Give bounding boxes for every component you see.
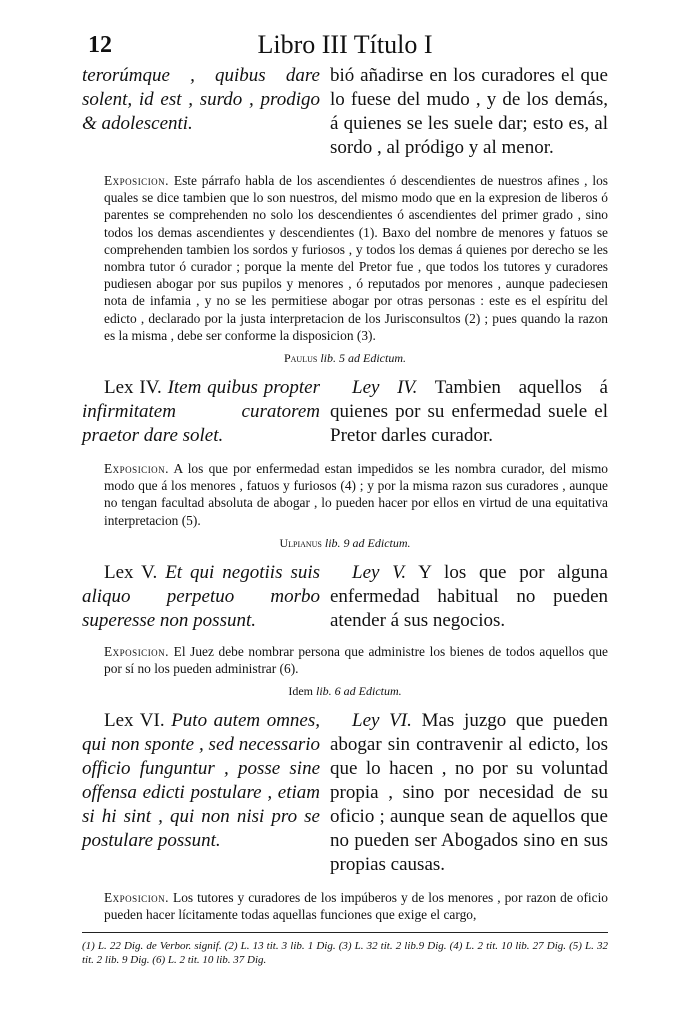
spanish-law-text: Tambien aquellos á quienes por su enfermedad suele el Pretor darles curador.: [330, 377, 608, 447]
latin-law-text: Et qui negotiis suis aliquo perpetuo morbo superesse non possunt.: [82, 561, 321, 631]
page-number: 12: [88, 32, 112, 58]
latin-text: terorúmque , quibus dare solent, id est , surdo , prodigo & adolescenti.: [82, 65, 320, 134]
running-title: Libro III Título I: [257, 30, 433, 59]
latin-law-label: Lex V.: [104, 561, 158, 583]
exposicion-label: Exposicion.: [104, 461, 170, 477]
exposicion-text: El Juez debe nombrar persona que administre los bienes de todos aquellos que por sí no los pueden administrar (6).: [104, 643, 608, 677]
source-author: Paulus: [283, 351, 318, 366]
latin-law-label: Lex VI.: [104, 710, 165, 732]
exposicion-paragraph: [82, 889, 608, 923]
exposicion-text: Los tutores y curadores de los impúberos y de los menores , por razon de oficio pueden hacer lícitamente todas aquellas funciones que exige el cargo,: [104, 890, 608, 923]
spanish-law-label: Ley V.: [352, 561, 407, 583]
exposicion-text: Este párrafo habla de los ascendientes ó descendientes de nuestros afines , los quales se dice tambien que lo son nuestros, del mismo modo que en la expresion de liberos ó parentes se comprehenden no solo los descendientes ó ascendientes del primer grado , sino todos los demas ascendientes y descendientes (1). Baxo del nombre de menores y fatuos se comprehenden tambien los sordos y furiosos , y todos los demas á quienes por derecho se les nombra tutor ó curador ; porque la mente del Pretor fue , que todos los tutores y curadores pudiesen abogar por sus pupilos y menores , ó reputados por menores , aunque padeciesen nota de infamia , y no se les permitiese abogar por otras personas : este es el espíritu del edicto , declarado por la justa interpretacion de los Jurisconsultos (2) ; pues quando la razon es la misma , debe ser conforme la disposicion (3).: [104, 173, 608, 343]
footnote-divider: [82, 932, 608, 933]
footnotes: (1) L. 22 Dig. de Verbor. signif. (2) L. 13 tit. 3 lib. 1 Dig. (3) L. 32 tit. 2 lib.9 Dig. (4) L. 2 tit. 10 lib. 27 Dig. (5) L. 32 tit. 2 lib. 9 Dig. (6) L. 2 tit. 10 lib. 37 Dig.: [82, 939, 608, 966]
source-author: Ulpianus: [279, 535, 322, 550]
page: [82, 30, 608, 967]
source-author: Idem: [288, 684, 313, 699]
exposicion-label: Exposicion.: [104, 890, 170, 906]
page-header: [82, 30, 608, 64]
exposicion-label: Exposicion.: [104, 643, 170, 659]
exposicion-text: A los que por enfermedad estan impedidos se les nombra curador, del mismo modo que á los menores , fatuos y furiosos (4) ; y por la misma razon sus curadores , aunque no tengan facultad absoluta de abogar , lo pueden hacer por ellos en virtud de una equitativa interpretacion (5).: [104, 461, 608, 528]
source-ref: lib. 9 ad Edictum.: [324, 535, 411, 550]
source-ref: lib. 5 ad Edictum.: [320, 351, 406, 366]
exposicion-paragraph: [82, 172, 608, 344]
lex-vi: [82, 709, 608, 877]
exposicion-label: Exposicion.: [104, 173, 170, 188]
source-citation: [82, 536, 608, 551]
spanish-law-label: Ley IV.: [352, 377, 418, 399]
block-continuation: [82, 64, 608, 160]
spanish-law-text: Mas juzgo que pueden abogar sin contravenir al edicto, los que lo hacen , no por su voluntad propia , sino por necesidad de su oficio ; aunque sean de aquellos que no pueden ser Abogados sino en sus propias causas.: [330, 710, 609, 876]
latin-law-text: Puto autem omnes, qui non sponte , sed necessario officio funguntur , posse sine offensa edicti postulare , etiam si hi sint , qui non nisi pro se postulare possunt.: [82, 710, 320, 852]
spanish-text: bió añadirse en los curadores el que lo fuese del mudo , y de los demás, á quienes se les suele dar; esto es, al sordo , al pródigo y al menor.: [330, 65, 608, 158]
latin-law-label: Lex IV.: [104, 377, 162, 399]
latin-law-text: Item quibus propter infirmitatem curatorem praetor dare solet.: [82, 377, 320, 447]
lex-v: [82, 561, 608, 633]
spanish-law-label: Ley VI.: [352, 710, 412, 732]
source-citation: [82, 351, 608, 366]
spanish-law-text: Y los que por alguna enfermedad habitual no pueden atender á sus negocios.: [330, 561, 608, 631]
source-ref: lib. 6 ad Edictum.: [315, 684, 402, 699]
exposicion-paragraph: [82, 643, 608, 677]
lex-iv: [82, 376, 608, 448]
exposicion-paragraph: [82, 460, 608, 529]
source-citation: [82, 684, 608, 699]
